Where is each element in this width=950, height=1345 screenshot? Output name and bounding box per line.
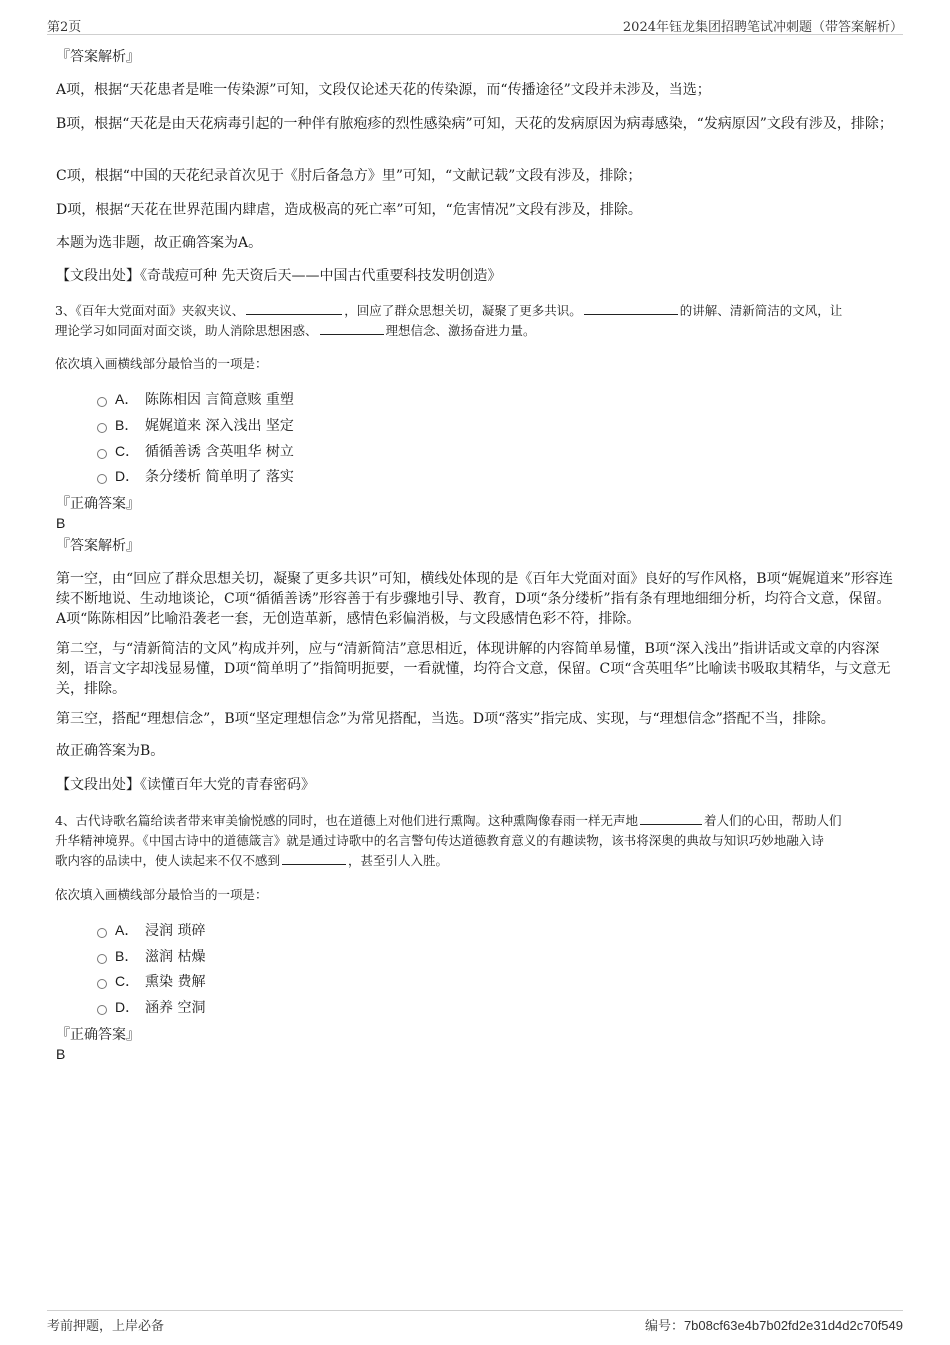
q4-option-c[interactable]: C． 熏染 费解	[97, 971, 205, 991]
radio-icon[interactable]	[97, 449, 107, 459]
footer-slogan: 考前押题，上岸必备	[47, 1319, 165, 1334]
q2-analysis-b: B项，根据“天花是由天花病毒引起的一种伴有脓疱疹的烈性感染病”可知，天花的发病原因为病毒感染，“发病原因”文段有涉及，排除；	[56, 116, 893, 132]
q3-option-b[interactable]: B． 娓娓道来 深入浅出 坚定	[97, 415, 294, 435]
q4-blank-2	[282, 852, 346, 865]
q3-blank-3	[320, 322, 384, 335]
q3-correct-answer: B	[56, 515, 66, 531]
q2-source: 【文段出处】《奇哉痘可种 先天资后天——中国古代重要科技发明创造》	[56, 268, 502, 284]
q3-analysis-2: 第二空，与“清新简洁的文风”构成并列，应与“清新简洁”意思相近，体现讲解的内容简单易懂，B项“深入浅出”指讲话或文章的内容深刻，语言文字却浅显易懂，D项“简单明了”指简明扼要，一看就懂，均符合文意，保留。C项“含英咀华”比喻读书吸取其精华，与文意无关，排除。	[56, 641, 891, 697]
q3-analysis-1: 第一空，由“回应了群众思想关切，凝聚了更多共识”可知，横线处体现的是《百年大党面对面》良好的写作风格，B项“娓娓道来”形容连续不断地说、生动地谈论，C项“循循善诱”形容善于有步骤地引导、教育，D项“条分缕析”指有条有理地细细分析，均符合文意，保留。A项“陈陈相因”比喻沿袭老一套，无创造革新，感情色彩偏消极，与文段感情色彩不符，排除。	[56, 571, 893, 627]
footer-serial: 编号：7b08cf63e4b7b02fd2e31d4d2c70f549	[644, 1318, 903, 1334]
radio-icon[interactable]	[97, 1005, 107, 1015]
radio-icon[interactable]	[97, 474, 107, 484]
q3-source: 【文段出处】《读懂百年大党的青春密码》	[56, 777, 315, 793]
q3-analysis-3: 第三空，搭配“理想信念”，B项“坚定理想信念”为常见搭配，当选。D项“落实”指完成、实现，与“理想信念”搭配不当，排除。	[56, 711, 835, 727]
q3-blank-1	[246, 302, 342, 315]
q3-prompt: 依次填入画横线部分最恰当的一项是：	[55, 356, 268, 371]
radio-icon[interactable]	[97, 954, 107, 964]
radio-icon[interactable]	[97, 979, 107, 989]
q2-analysis-c: C项，根据“中国的天花纪录首次见于《肘后备急方》里”可知，“文献记载”文段有涉及，排除；	[56, 168, 642, 184]
document-title: 2024年钰龙集团招聘笔试冲刺题（带答案解析）	[622, 20, 903, 35]
q4-blank-1	[640, 812, 702, 825]
page-header	[47, 14, 903, 35]
q4-stem: 4、古代诗歌名篇给读者带来审美愉悦感的同时，也在道德上对他们进行熏陶。这种熏陶像春雨一样无声地 着人们的心田，帮助人们 升华精神境界。《中国古诗中的道德箴言》就是通过诗歌中的名言警句传达道德教育意义的有趣读物，该书将深奥的典故与知识巧妙地融入诗 歌内容的品读中，使人读起来不仅不感到 ，甚至引人入胜。	[55, 813, 842, 868]
q3-correct-title: 『正确答案』	[56, 496, 140, 512]
q3-analysis-title: 『答案解析』	[56, 538, 140, 554]
q3-option-a[interactable]: A． 陈陈相因 言简意赅 重塑	[97, 389, 294, 409]
radio-icon[interactable]	[97, 928, 107, 938]
q4-option-d[interactable]: D． 涵养 空洞	[97, 997, 205, 1017]
q3-option-d[interactable]: D． 条分缕析 简单明了 落实	[97, 466, 294, 486]
q3-blank-2	[584, 302, 678, 315]
q4-option-b[interactable]: B． 滋润 枯燥	[97, 946, 205, 966]
q3-conclusion: 故正确答案为B。	[56, 743, 165, 759]
q4-correct-answer: B	[56, 1046, 66, 1062]
q4-prompt: 依次填入画横线部分最恰当的一项是：	[55, 887, 268, 902]
q2-analysis-d: D项，根据“天花在世界范围内肆虐，造成极高的死亡率”可知，“危害情况”文段有涉及，排除。	[56, 202, 642, 218]
radio-icon[interactable]	[97, 397, 107, 407]
q2-analysis-title: 『答案解析』	[56, 49, 140, 65]
page-footer	[47, 1310, 903, 1333]
q2-analysis-a: A项，根据“天花患者是唯一传染源”可知，文段仅论述天花的传染源，而“传播途径”文段并未涉及，当选；	[56, 82, 711, 98]
q4-correct-title: 『正确答案』	[56, 1027, 140, 1043]
page-number: 第2页	[47, 20, 82, 35]
q3-option-c[interactable]: C． 循循善诱 含英咀华 树立	[97, 441, 294, 461]
q2-conclusion: 本题为选非题，故正确答案为A。	[56, 235, 263, 251]
q3-stem: 3、《百年大党面对面》夹叙夹议、 ，回应了群众思想关切，凝聚了更多共识。 的讲解、清新简洁的文风，让 理论学习如同面对面交谈，助人消除思想困惑、 理想信念、激扬奋进力量。	[55, 303, 843, 338]
radio-icon[interactable]	[97, 423, 107, 433]
q4-option-a[interactable]: A． 浸润 琐碎	[97, 920, 205, 940]
